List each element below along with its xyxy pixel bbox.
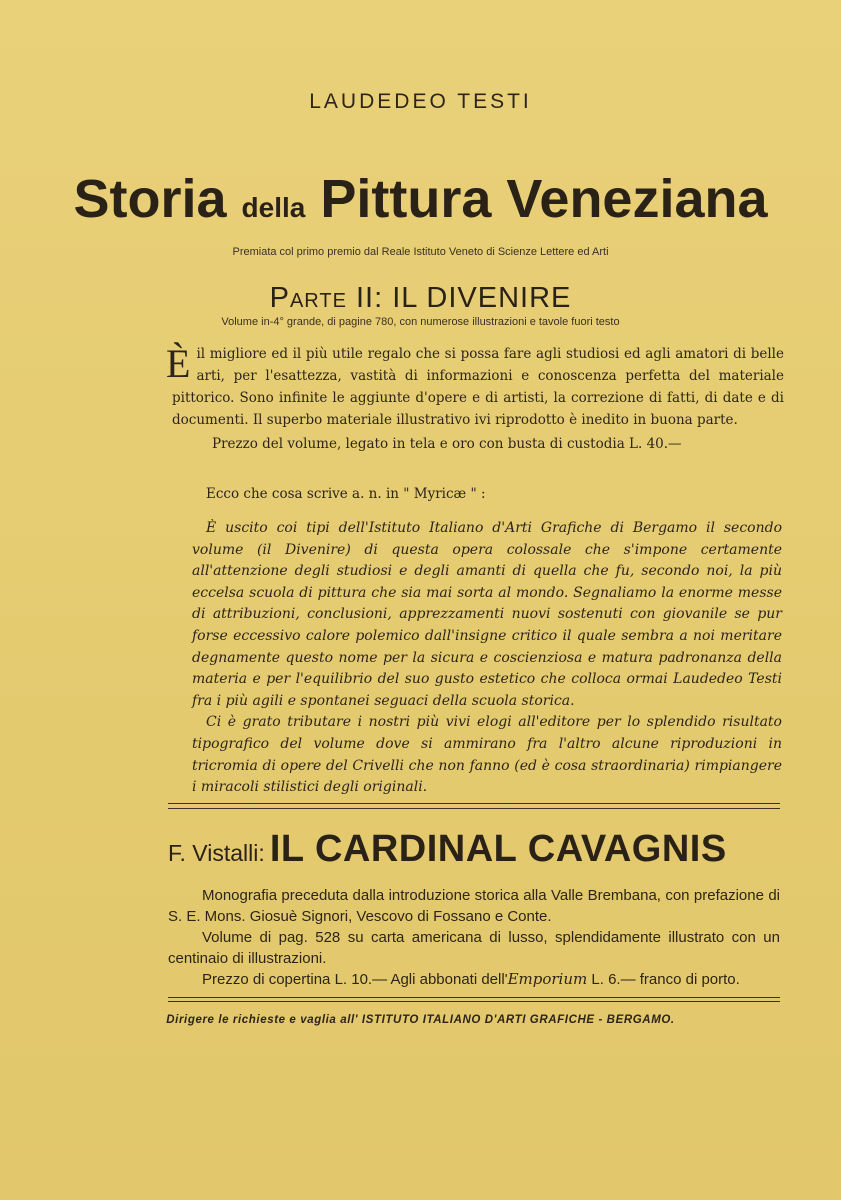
review-intro: Ecco che cosa scrive a. n. in " Myricæ " : [206,486,486,502]
book-title [0,168,841,230]
award-line: Premiata col primo premio dal Reale Istituto Veneto di Scienze Lettere ed Arti [232,246,609,258]
part-prefix: Parte [269,282,347,314]
divider-bottom-1 [168,997,780,998]
cardinal-price [168,969,780,990]
cardinal-author: F. Vistalli: [168,840,265,866]
cardinal-heading [168,828,788,871]
part-title [0,282,841,315]
footer-instructions: Dirigere le richieste e vaglia all' ISTITUTO ITALIANO D'ARTI GRAFICHE - BERGAMO. [166,1014,675,1026]
title-word-storia: Storia [73,169,227,229]
divider-top-2 [168,808,780,809]
title-word-della: della [241,192,306,223]
cardinal-price-a: Prezzo di copertina L. 10.— Agli abbonati dell' [202,971,508,988]
volume-description: Volume in-4° grande, di pagine 780, con numerose illustrazioni e tavole fuori testo [221,316,620,328]
volume-price: Prezzo del volume, legato in tela e oro con busta di custodia L. 40.— [212,436,682,452]
title-word-pittura-veneziana: Pittura Veneziana [320,169,768,229]
divider-top-1 [168,803,780,804]
cardinal-description [168,885,780,990]
quote-paragraph-2: Ci è grato tributare i nostri più vivi elogi all'editore per lo splendido risultato tipografico del volume dove si ammirano fra l'altro alcune riproduzioni in tricromia di opere del Crivelli che non fanno (ed è cosa straordinaria) rimpiangere i miracoli stilistici degli originali. [192,714,782,796]
cardinal-title: IL CARDINAL CAVAGNIS [269,828,727,870]
author-name: LAUDEDEO TESTI [309,90,532,113]
drop-cap: È [166,341,191,386]
divider-bottom-2 [168,1001,780,1002]
cardinal-paragraph-1: Monografia preceduta dalla introduzione storica alla Valle Brembana, con prefazione di S. E. Mons. Giosuè Signori, Vescovo di Fossano e Conte. [168,887,780,925]
cardinal-paragraph-2: Volume di pag. 528 su carta americana di lusso, splendidamente illustrato con un centinaio di illustrazioni. [168,929,780,967]
intro-text: il migliore ed il più utile regalo che si possa fare agli studiosi ed agli amatori di belle arti, per l'esattezza, vastità di informazioni e conoscenza perfetta del materiale pittorico. Sono infinite le aggiunte d'opere e di artisti, la correzione di fatti, di date e di documenti. Il superbo materiale illustrativo ivi riprodotto è inedito in buona parte. [172,346,784,428]
cardinal-price-b: L. 6.— franco di porto. [587,971,740,988]
emporium-name: Emporium [507,970,588,988]
intro-paragraph [166,341,784,431]
part-name: IL DIVENIRE [392,282,572,314]
quote-paragraph-1: È uscito coi tipi dell'Istituto Italiano d'Arti Grafiche di Bergamo il secondo volume (il Divenire) di questa opera colossale che s'impone certamente all'attenzione degli studiosi e degli amanti di quella che fu, secondo noi, la più eccelsa scuola di pittura che sia mai sorta al mondo. Segnaliamo la enorme messe di attribuzioni, conclusioni, apprezzamenti nuovi sostenuti con giovanile se pur forse eccessivo calore polemico dall'insigne critico il quale sembra a noi meritare degnamente questo nome per la sicura e coscienziosa e matura padronanza della materia e per l'equilibrio del suo gusto estetico che colloca ormai Laudedeo Testi fra i più agili e spontanei seguaci della scuola storica. [192,520,782,709]
review-quote [192,518,782,799]
part-number: II: [356,282,384,314]
